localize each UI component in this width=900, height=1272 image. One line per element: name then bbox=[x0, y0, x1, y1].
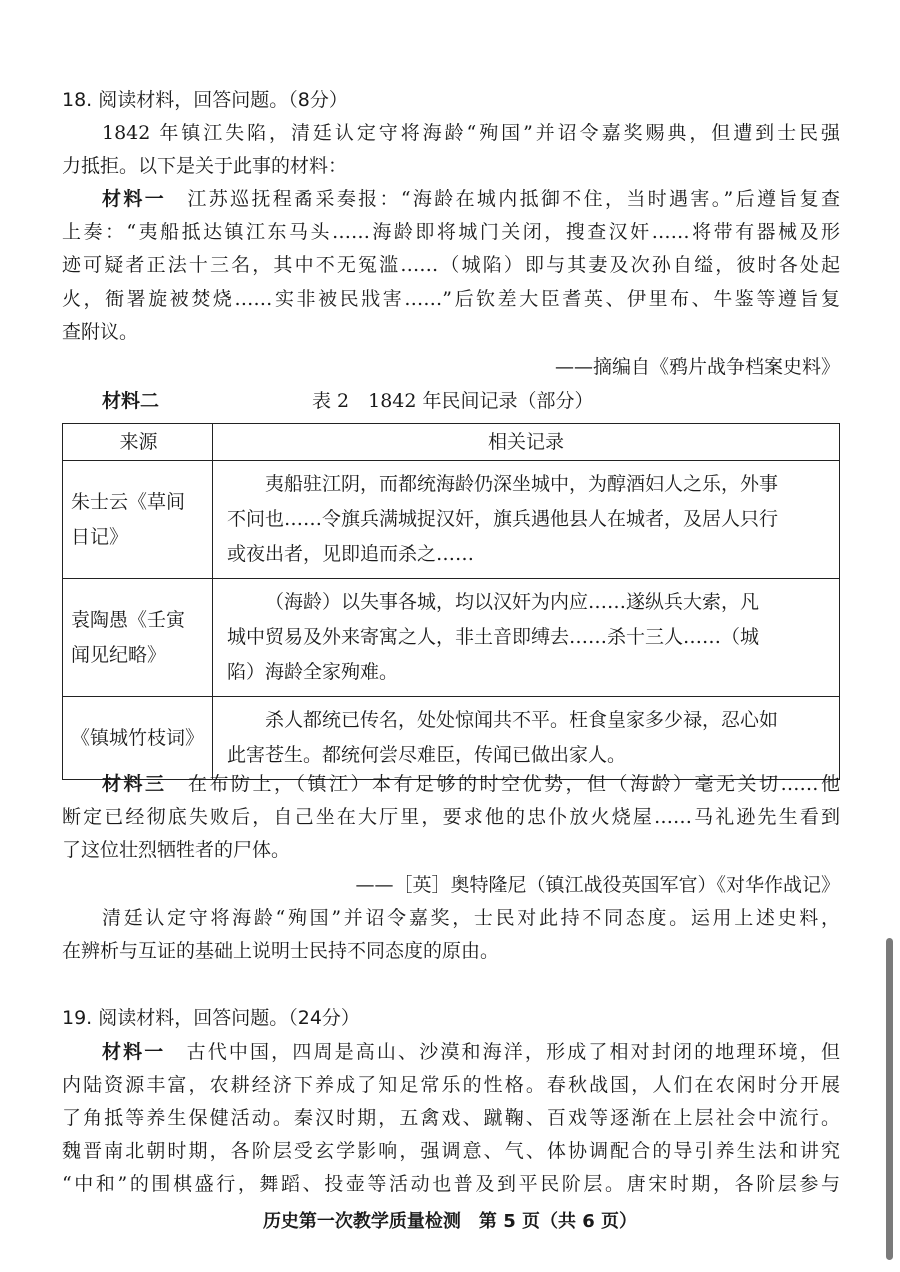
table-cell-source bbox=[63, 697, 213, 780]
material-label: 材料二 bbox=[102, 390, 160, 412]
records-table bbox=[62, 423, 840, 780]
q18-material-1-line-5: 查附议。 bbox=[62, 321, 139, 343]
q18-ask-line-2: 在辨析与互证的基础上说明士民持不同态度的原由。 bbox=[62, 940, 500, 962]
scrollbar-thumb[interactable] bbox=[886, 938, 893, 1260]
table-caption: 表 2 1842 年民间记录（部分） bbox=[312, 390, 594, 412]
source-text: 闻见纪略》 bbox=[71, 643, 167, 666]
material-label: 材料一 bbox=[102, 1041, 166, 1063]
q18-material-3-line-1 bbox=[102, 772, 840, 796]
q18-material-1-line-3: 迹可疑者正法十三名，其中不无冤滥……（城陷）即与其妻及次孙自缢，彼时各处起 bbox=[62, 254, 840, 276]
q18-material-3-line-2: 断定已经彻底失败后，自己坐在大厅里，要求他的忠仆放火烧屋……马礼逊先生看到 bbox=[62, 806, 840, 828]
table-header-row bbox=[63, 424, 840, 461]
record-text: 或夜出者，见即追而杀之…… bbox=[227, 543, 475, 565]
q19-material-1-line-4: 魏晋南北朝时期，各阶层受玄学影响，强调意、气、体协调配合的导引养生法和讲究 bbox=[62, 1140, 840, 1162]
material-text: 古代中国，四周是高山、沙漠和海洋，形成了相对封闭的地理环境，但 bbox=[186, 1041, 840, 1063]
q19-material-1-line-5: “中和”的围棋盛行，舞蹈、投壶等活动也普及到平民阶层。唐宋时期，各阶层参与 bbox=[62, 1173, 840, 1195]
source-text: 袁陶愚《壬寅 bbox=[71, 608, 186, 631]
material-text: 在布防上，（镇江）本有足够的时空优势，但（海龄）毫无关切……他 bbox=[188, 773, 840, 795]
q18-intro-line-1: 1842 年镇江失陷，清廷认定守将海龄“殉国”并诏令嘉奖赐典，但遭到士民强 bbox=[102, 122, 840, 144]
source-text: 《镇城竹枝词》 bbox=[71, 726, 205, 749]
record-text: （海龄）以失事各城，均以汉奸为内应……遂纵兵大索，凡 bbox=[265, 591, 760, 613]
material-label: 材料一 bbox=[102, 188, 167, 210]
table-cell-source bbox=[63, 461, 213, 579]
q19-material-1-line-1 bbox=[102, 1040, 840, 1064]
material-label: 材料三 bbox=[102, 773, 167, 795]
q18-material-1-line-4: 火，衙署旋被焚烧……实非被民戕害……”后钦差大臣耆英、伊里布、牛鉴等遵旨复 bbox=[62, 288, 840, 310]
table-header-records: 相关记录 bbox=[213, 424, 840, 461]
q18-ask-line-1: 清廷认定守将海龄“殉国”并诏令嘉奖，士民对此持不同态度。运用上述史料， bbox=[102, 907, 840, 929]
record-text: 不问也……令旗兵满城捉汉奸，旗兵遇他县人在城者，及居人只行 bbox=[227, 508, 779, 530]
q18-material-3-source: ——［英］奥特隆尼（镇江战役英国军官）《对华作战记》 bbox=[355, 874, 840, 896]
q18-material-1-line-2: 上奏：“夷船抵达镇江东马头……海龄即将城门关闭，搜查汉奸……将带有器械及形 bbox=[62, 221, 840, 243]
page-footer: 历史第一次教学质量检测 第 5 页（共 6 页） bbox=[262, 1211, 638, 1232]
table-cell-record bbox=[213, 461, 840, 579]
record-text: 陷）海龄全家殉难。 bbox=[227, 661, 399, 683]
record-text: 城中贸易及外来寄寓之人，非土音即缚去……杀十三人……（城 bbox=[227, 626, 760, 648]
table-row bbox=[63, 579, 840, 697]
q18-material-1-source: ——摘编自《鸦片战争档案史料》 bbox=[554, 356, 840, 378]
source-text: 日记》 bbox=[71, 525, 129, 548]
record-text: 此害苍生。都统何尝尽难臣，传闻已做出家人。 bbox=[227, 744, 627, 766]
q18-material-3-line-3: 了这位壮烈牺牲者的尸体。 bbox=[62, 839, 291, 861]
table-cell-source bbox=[63, 579, 213, 697]
material-text: 江苏巡抚程矞采奏报：“海龄在城内抵御不住，当时遇害。”后遵旨复查 bbox=[187, 188, 840, 210]
table-row bbox=[63, 697, 840, 780]
record-text: 杀人都统已传名，处处惊闻共不平。枉食皇家多少禄，忍心如 bbox=[265, 709, 779, 731]
table-row bbox=[63, 461, 840, 579]
q19-material-1-line-2: 内陆资源丰富，农耕经济下养成了知足常乐的性格。春秋战国，人们在农闲时分开展 bbox=[62, 1074, 840, 1096]
table-cell-record bbox=[213, 697, 840, 780]
q19-material-1-line-3: 了角抵等养生保健活动。秦汉时期，五禽戏、蹴鞠、百戏等逐渐在上层社会中流行。 bbox=[62, 1107, 840, 1129]
table-cell-record bbox=[213, 579, 840, 697]
record-text: 夷船驻江阴，而都统海龄仍深坐城中，为醇酒妇人之乐，外事 bbox=[265, 473, 779, 495]
question-18-title: 18. 阅读材料，回答问题。（8分） bbox=[62, 89, 348, 111]
q18-intro-line-2: 力抵拒。以下是关于此事的材料： bbox=[62, 155, 348, 177]
q18-material-1-line-1 bbox=[102, 187, 840, 211]
question-19-title: 19. 阅读材料，回答问题。（24分） bbox=[62, 1007, 360, 1029]
table-header-source: 来源 bbox=[63, 424, 213, 461]
source-text: 朱士云《草间 bbox=[71, 490, 186, 513]
